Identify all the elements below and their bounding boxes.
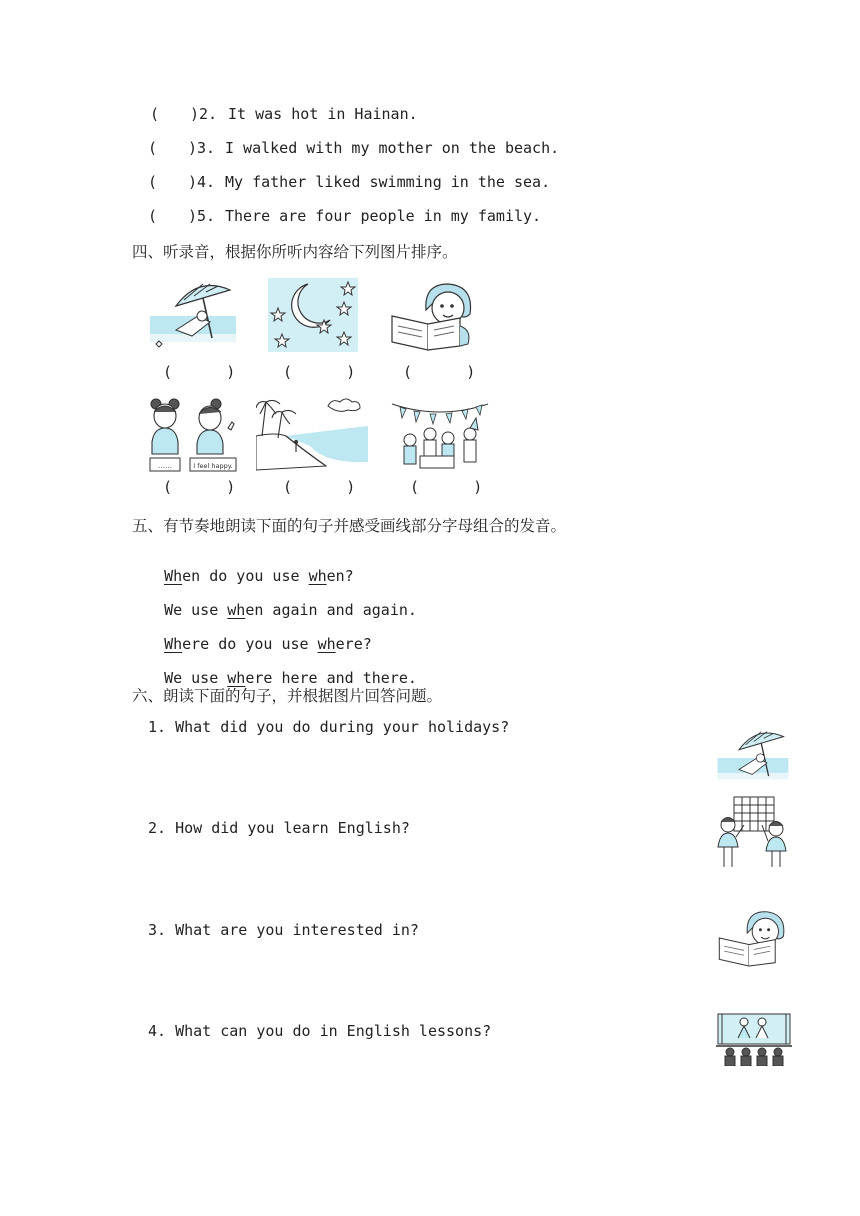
section4-heading: 四、听录音，根据你所听内容给下列图片排序。 (132, 243, 458, 261)
seaside-icon (256, 396, 368, 472)
item-number: )2. (190, 105, 218, 123)
question-text: 1. What did you do during your holidays? (148, 718, 510, 736)
caption-dots: …… (158, 462, 172, 470)
item-text: I walked with my mother on the beach. (225, 139, 560, 157)
stage-show-icon (716, 1012, 792, 1066)
girl-reading-icon (388, 280, 478, 352)
two-girls-talking-icon (144, 398, 238, 474)
order-blank[interactable]: ( ) (283, 363, 356, 381)
party-icon (390, 400, 490, 472)
order-blank[interactable]: ( ) (403, 363, 476, 381)
underlined-letters: wh (227, 601, 246, 619)
item-text: There are four people in my family. (225, 207, 542, 225)
item-number: )5. (188, 207, 216, 225)
order-blank[interactable]: ( ) (283, 478, 356, 496)
underlined-letters: wh (317, 635, 336, 653)
beach-umbrella-icon (148, 276, 238, 356)
underlined-letters: wh (227, 669, 246, 687)
question-text: 2. How did you learn English? (148, 819, 410, 837)
rhyme-line: Where do you use where? (164, 635, 372, 653)
answer-blank[interactable]: ( (150, 105, 160, 123)
section6-heading: 六、朗读下面的句子，并根据图片回答问题。 (132, 687, 443, 705)
answer-blank[interactable]: ( (148, 207, 158, 225)
beach-umbrella-icon (716, 725, 790, 791)
girl-reading-icon (716, 908, 790, 968)
order-blank[interactable]: ( ) (163, 478, 236, 496)
moon-stars-icon (268, 278, 358, 352)
item-number: )3. (188, 139, 216, 157)
item-text: My father liked swimming in the sea. (225, 173, 551, 191)
order-blank[interactable]: ( ) (410, 478, 483, 496)
answer-blank[interactable]: ( (148, 139, 158, 157)
underlined-letters: Wh (164, 635, 183, 653)
item-number: )4. (188, 173, 216, 191)
answer-blank[interactable]: ( (148, 173, 158, 191)
item-text: It was hot in Hainan. (228, 105, 418, 123)
caption-happy: I feel happy. (193, 462, 233, 470)
underlined-letters: wh (308, 567, 327, 585)
rhyme-line: We use where here and there. (164, 669, 417, 687)
question-text: 3. What are you interested in? (148, 921, 419, 939)
kids-board-icon (716, 795, 790, 869)
order-blank[interactable]: ( ) (163, 363, 236, 381)
underlined-letters: Wh (164, 567, 183, 585)
question-text: 4. What can you do in English lessons? (148, 1022, 492, 1040)
rhyme-line: When do you use when? (164, 567, 354, 585)
rhyme-line: We use when again and again. (164, 601, 417, 619)
section5-heading: 五、有节奏地朗读下面的句子并感受画线部分字母组合的发音。 (132, 517, 567, 535)
